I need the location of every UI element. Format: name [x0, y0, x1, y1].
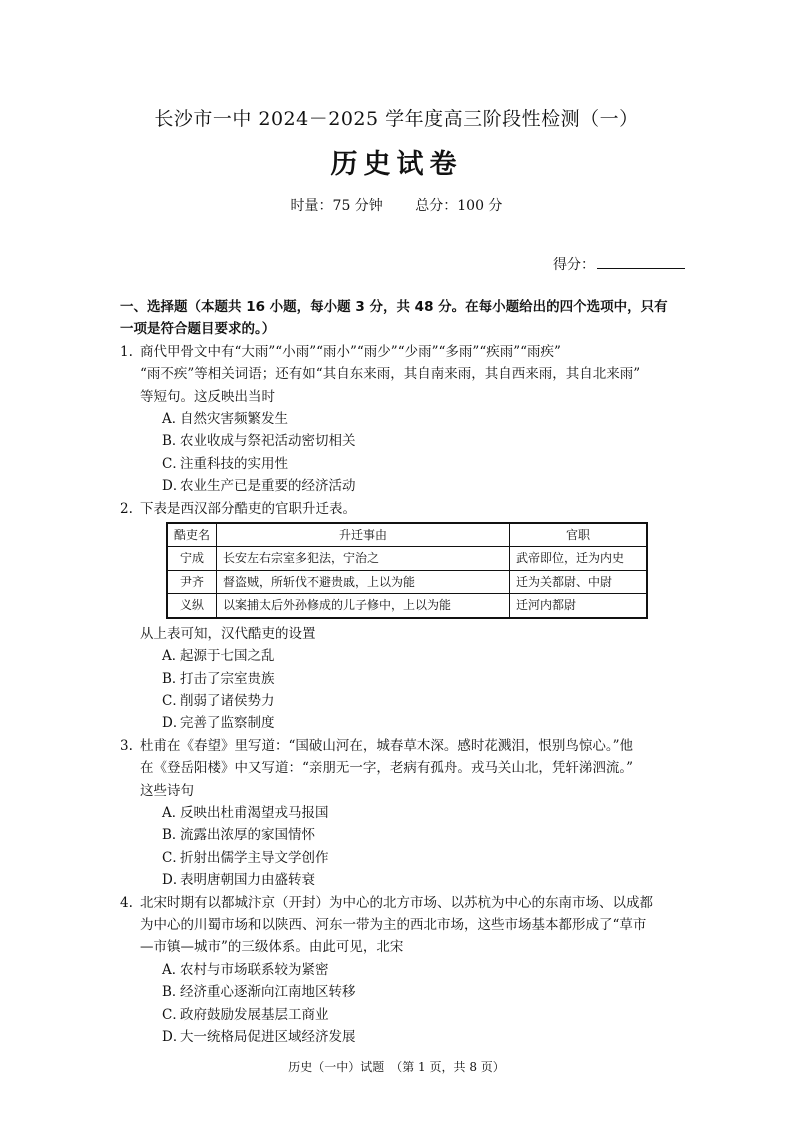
option-a[interactable] — [140, 645, 700, 667]
option-text: 打击了宗室贵族 — [180, 670, 275, 687]
option-text: 大一统格局促进区域经济发展 — [180, 1029, 356, 1045]
table-header-row — [167, 523, 647, 547]
option-c[interactable] — [140, 453, 700, 475]
option-letter: B． — [162, 670, 186, 687]
option-text: 流露出浓厚的家国情怀 — [180, 827, 315, 844]
option-c[interactable] — [140, 690, 700, 712]
table-cell: 以案捕太后外孙修成的儿子修中，上以为能 — [217, 594, 510, 618]
option-text: 削弱了诸侯势力 — [180, 692, 275, 709]
option-text: 农业收成与祭祀活动密切相关 — [180, 433, 356, 450]
option-d[interactable] — [140, 1026, 700, 1048]
score-blank-line — [597, 255, 685, 269]
time-label: 时量：75 分钟 — [290, 198, 383, 214]
official-promotion-table — [166, 522, 648, 619]
option-text: 折射出儒学主导文学创作 — [180, 849, 329, 866]
option-letter: B． — [162, 433, 186, 450]
table-cell: 长安左右宗室多犯法，宁治之 — [217, 547, 510, 570]
question-stem-line: 为中心的川蜀市场和以陕西、河东一带为主的西北市场，这些市场基本都形成了“草市 — [140, 916, 647, 933]
section-heading-line: 一、选择题（本题共 16 小题，每小题 3 分，共 48 分。在每小题给出的四个选项中，只有 — [120, 299, 668, 315]
exam-info — [0, 195, 793, 215]
option-letter: C． — [162, 849, 186, 866]
table-row — [167, 547, 647, 570]
question-number: 4. — [120, 894, 133, 911]
question-4 — [120, 892, 700, 1049]
school-title: 长沙市一中 2024－2025 学年度高三阶段性检测（一） — [154, 108, 639, 130]
table-header-cell: 酷吏名 — [167, 523, 217, 547]
section-heading — [120, 296, 700, 341]
question-stem-line: 下表是西汉部分酷吏的官职升迁表。 — [140, 500, 356, 517]
option-letter: C． — [162, 692, 186, 709]
question-number: 2. — [120, 500, 133, 517]
question-stem-line: 从上表可知，汉代酷吏的设置 — [140, 625, 316, 642]
table-cell: 迁为关都尉、中尉 — [510, 570, 648, 593]
option-text: 农业生产已是重要的经济活动 — [180, 478, 356, 495]
option-text: 表明唐朝国力由盛转衰 — [180, 872, 315, 889]
option-b[interactable] — [140, 668, 700, 690]
table-cell: 督盗贼，所斩伐不避贵戚，上以为能 — [217, 570, 510, 593]
option-a[interactable] — [140, 959, 700, 981]
table-cell: 宁成 — [167, 547, 217, 570]
table-cell: 武帝即位，迁为内史 — [510, 547, 648, 570]
question-2-continued — [120, 623, 700, 735]
option-letter: B． — [162, 984, 186, 1001]
option-a[interactable] — [140, 408, 700, 430]
option-letter: D． — [162, 478, 187, 495]
question-stem-line: “雨不疾”等相关词语；还有如“其自东来雨，其自南来雨，其自西来雨，其自北来雨” — [140, 366, 641, 383]
option-a[interactable] — [140, 802, 700, 824]
question-stem-line: 这些诗句 — [140, 782, 194, 799]
option-letter: D． — [162, 715, 187, 732]
option-letter: D． — [162, 872, 187, 889]
option-text: 政府鼓励发展基层工商业 — [180, 1006, 329, 1023]
question-number: 1. — [120, 343, 133, 360]
question-stem-line: 在《登岳阳楼》中又写道：“亲朋无一字，老病有孤舟。戎马关山北，凭轩涕泗流。” — [140, 760, 634, 777]
table-row — [167, 570, 647, 593]
question-stem-line: 商代甲骨文中有“大雨”“小雨”“雨小”“雨少”“少雨”“多雨”“疾雨”“雨疾” — [140, 343, 561, 360]
total-score-label: 总分：100 分 — [415, 198, 503, 214]
table-cell: 义纵 — [167, 594, 217, 618]
option-d[interactable] — [140, 869, 700, 891]
subject-title: 历史试卷 — [330, 149, 463, 180]
option-letter: B． — [162, 827, 186, 844]
table-row — [167, 594, 647, 618]
questions-content — [120, 296, 700, 1048]
option-text: 经济重心逐渐向江南地区转移 — [180, 984, 356, 1001]
option-text: 注重科技的实用性 — [180, 455, 288, 472]
question-3 — [120, 735, 700, 892]
question-1 — [120, 341, 700, 498]
option-text: 自然灾害频繁发生 — [180, 411, 288, 428]
option-letter: A． — [162, 648, 186, 665]
option-letter: D． — [162, 1029, 187, 1045]
question-stem-line: 等短句。这反映出当时 — [140, 388, 275, 405]
question-stem-line: 北宋时期有以都城汴京（开封）为中心的北方市场、以苏杭为中心的东南市场、以成都 — [140, 894, 653, 911]
table-header-cell: 官职 — [510, 523, 648, 547]
option-text: 农村与市场联系较为紧密 — [180, 961, 329, 978]
question-number: 3. — [120, 737, 133, 754]
option-b[interactable] — [140, 430, 700, 452]
option-b[interactable] — [140, 981, 700, 1003]
option-letter: A． — [162, 804, 186, 821]
option-letter: A． — [162, 411, 186, 428]
option-letter: A． — [162, 961, 186, 978]
table-cell: 尹齐 — [167, 570, 217, 593]
option-d[interactable] — [140, 475, 700, 497]
option-text: 起源于七国之乱 — [180, 648, 275, 665]
question-stem-line: 杜甫在《春望》里写道：“国破山河在，城春草木深。感时花溅泪，恨别鸟惊心。”他 — [140, 737, 634, 754]
page-footer: 历史（一中）试题 （第 1 页，共 8 页） — [288, 1060, 505, 1074]
table-cell: 迁河内都尉 — [510, 594, 648, 618]
option-d[interactable] — [140, 712, 700, 734]
score-label: 得分： — [553, 257, 595, 273]
option-letter: C． — [162, 1006, 186, 1023]
option-c[interactable] — [140, 847, 700, 869]
table-header-cell: 升迁事由 — [217, 523, 510, 547]
question-stem-line: —市镇—城市”的三级体系。由此可见，北宋 — [140, 939, 404, 956]
option-text: 反映出杜甫渴望戎马报国 — [180, 804, 329, 821]
section-heading-line: 一项是符合题目要求的。） — [120, 321, 276, 338]
question-2 — [120, 498, 700, 520]
option-text: 完善了监察制度 — [180, 715, 275, 732]
option-b[interactable] — [140, 824, 700, 846]
score-field — [553, 254, 685, 274]
option-c[interactable] — [140, 1004, 700, 1026]
option-letter: C． — [162, 455, 186, 472]
